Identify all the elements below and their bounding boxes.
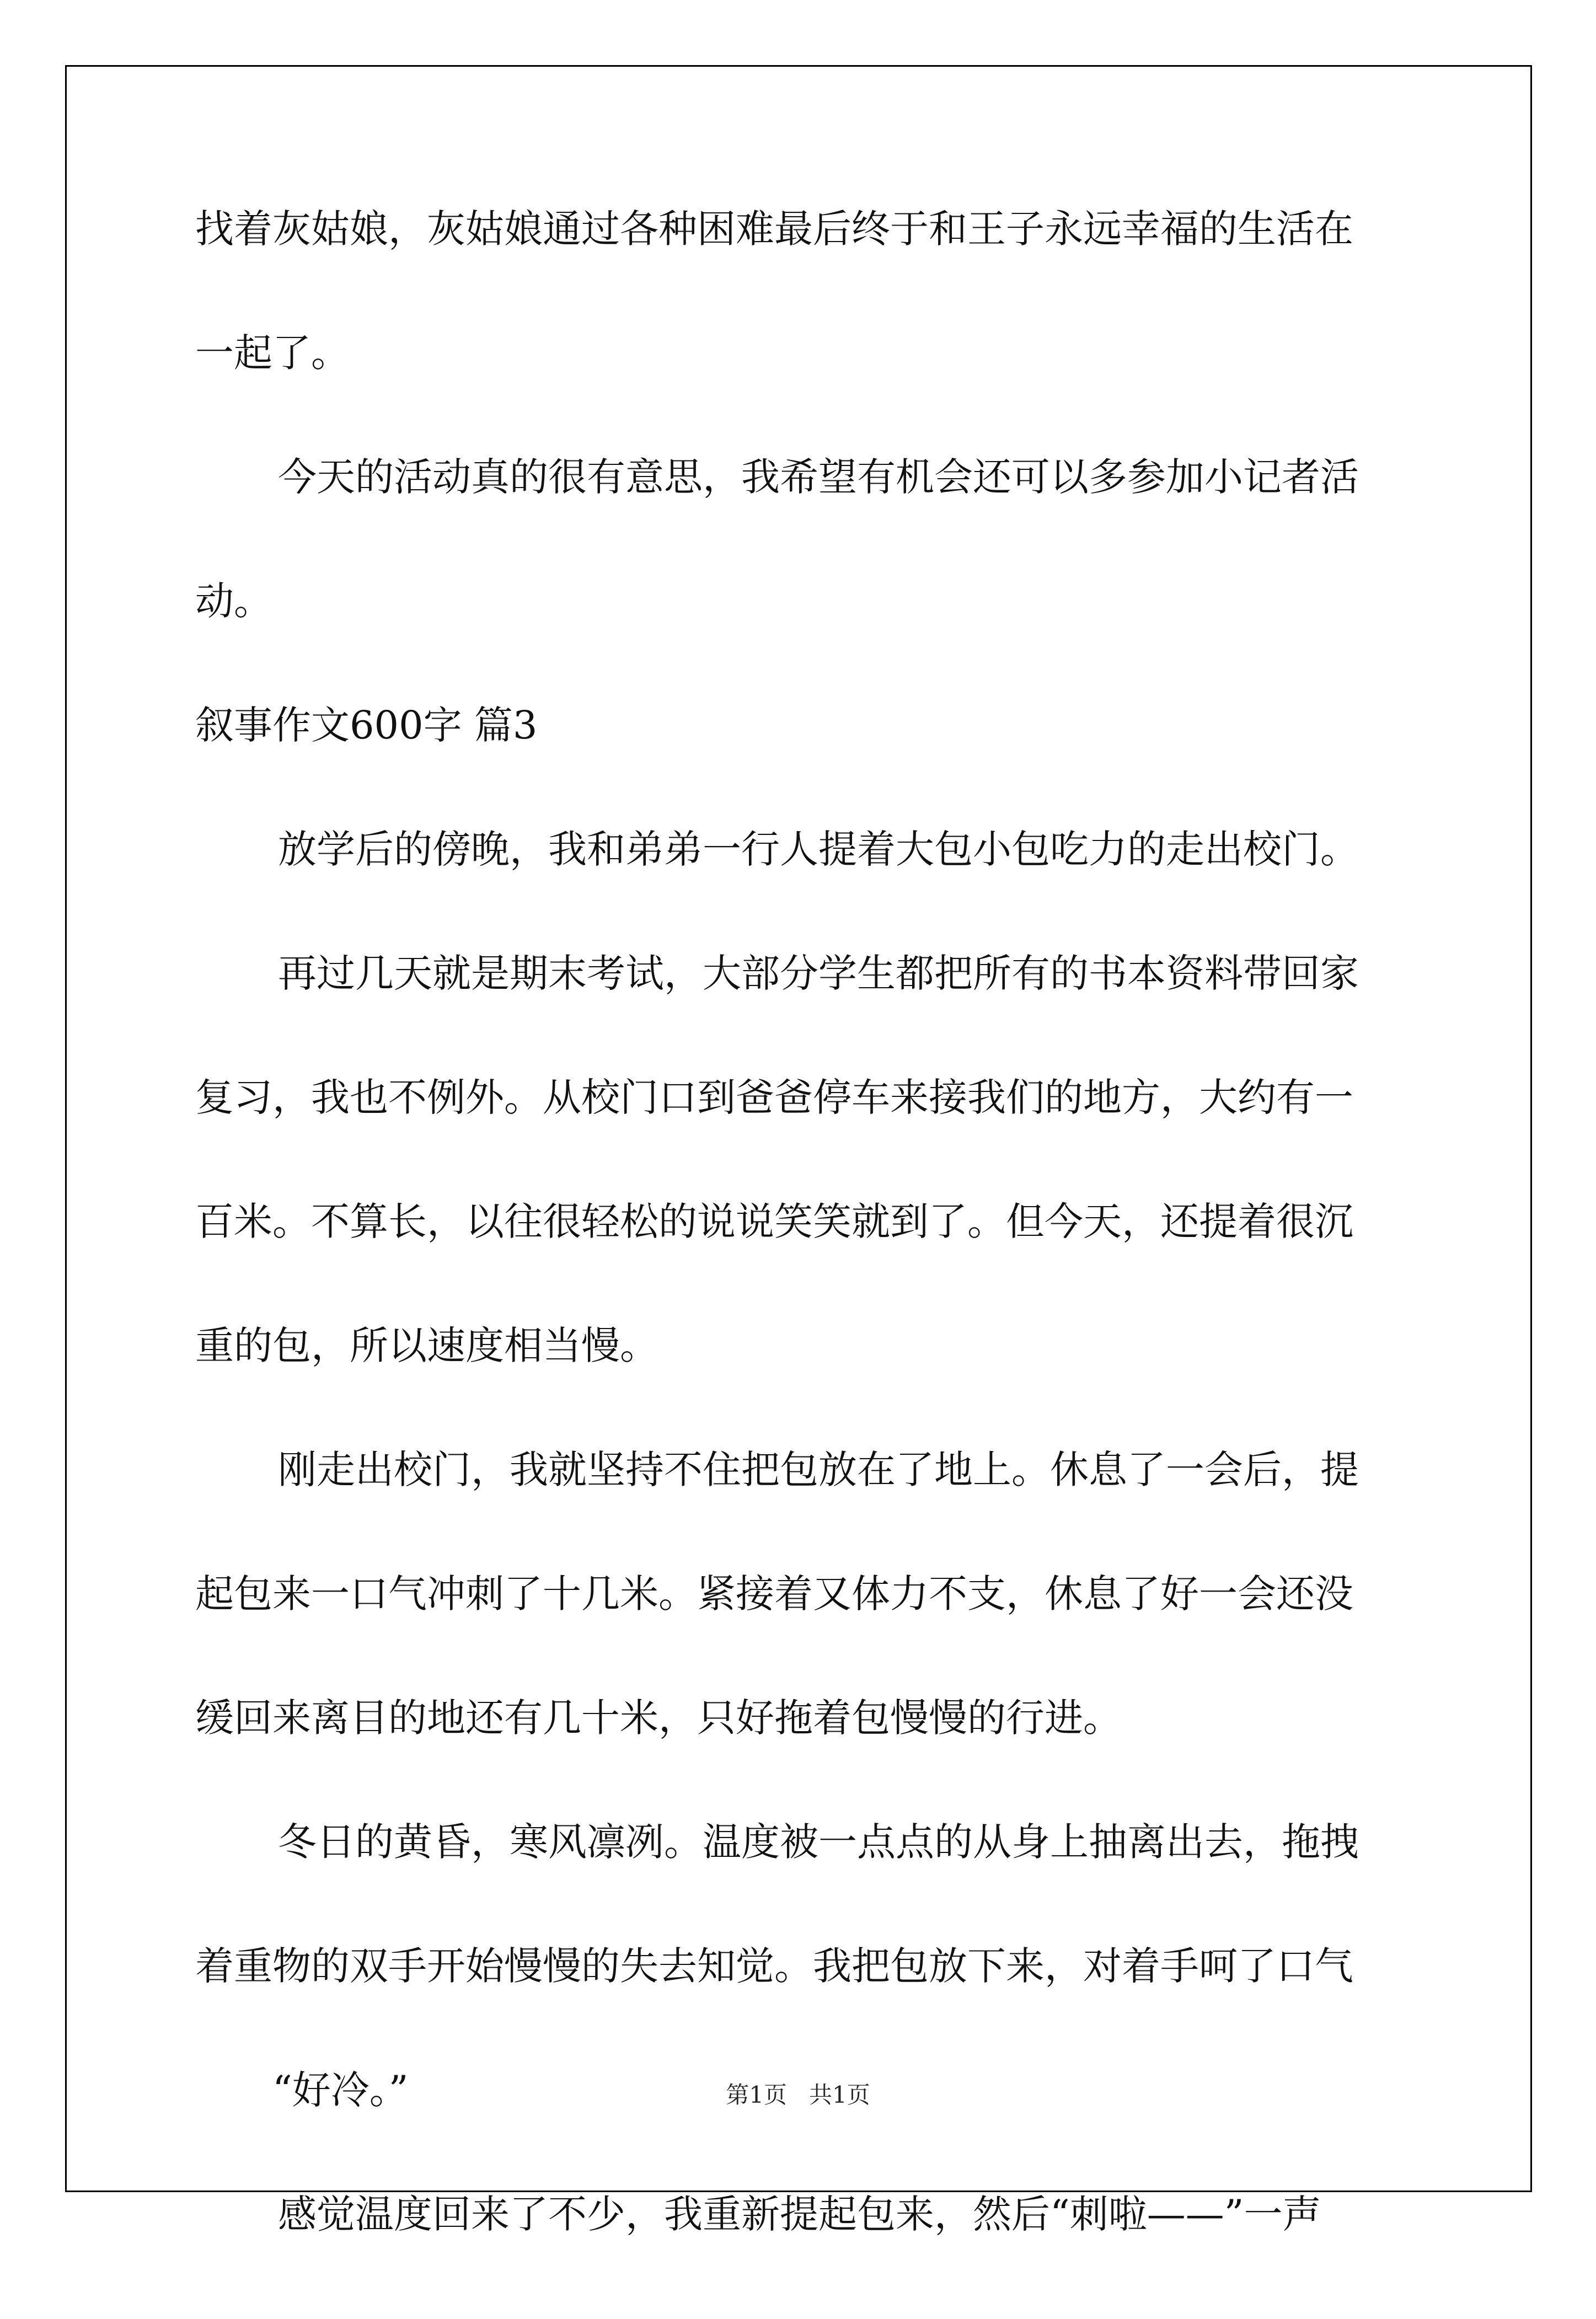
text-line-9: 百米。不算长，以往很轻松的说说笑笑就到了。但今天，还提着很沉 [195, 1199, 1353, 1244]
document-body [195, 206, 1408, 2319]
paragraph-start: 冬日的黄昏，寒风凛冽。温度被一点点的从身上抽离出去，拖拽 [278, 1819, 1359, 1865]
text-line-13: 缓回来离目的地还有几十米，只好拖着包慢慢的行进。 [195, 1695, 1122, 1740]
text-line-8: 复习，我也不例外。从校门口到爸爸停车来接我们的地方，大约有一 [195, 1075, 1353, 1120]
text-line-4: 动。 [195, 579, 272, 624]
dialogue-line: “好冷。” [272, 2068, 409, 2113]
paragraph-start: 感觉温度回来了不少，我重新提起包来，然后“刺啦——”一声 [278, 2192, 1321, 2237]
text-line-10: 重的包，所以速度相当慢。 [195, 1323, 658, 1368]
paragraph-start: 放学后的傍晚，我和弟弟一行人提着大包小包吃力的走出校门。 [278, 827, 1359, 872]
text-line-1: 找着灰姑娘，灰姑娘通过各种困难最后终于和王子永远幸福的生活在 [195, 206, 1353, 251]
text-line-15: 着重物的双手开始慢慢的失去知觉。我把包放下来，对着手呵了口气 [195, 1943, 1353, 1989]
paragraph-start: 再过几天就是期末考试，大部分学生都把所有的书本资料带回家 [278, 951, 1359, 996]
paragraph-start: 刚走出校门，我就坚持不住把包放在了地上。休息了一会后，提 [278, 1447, 1359, 1492]
page-footer: 第1页 共1页 [726, 2081, 870, 2108]
text-line-12: 起包来一口气冲刺了十几米。紧接着又体力不支，休息了好一会还没 [195, 1571, 1353, 1616]
paragraph-start: 今天的活动真的很有意思，我希望有机会还可以多参加小记者活 [278, 454, 1359, 500]
section-heading: 叙事作文600字 篇3 [195, 703, 538, 748]
text-line-2: 一起了。 [195, 330, 350, 376]
